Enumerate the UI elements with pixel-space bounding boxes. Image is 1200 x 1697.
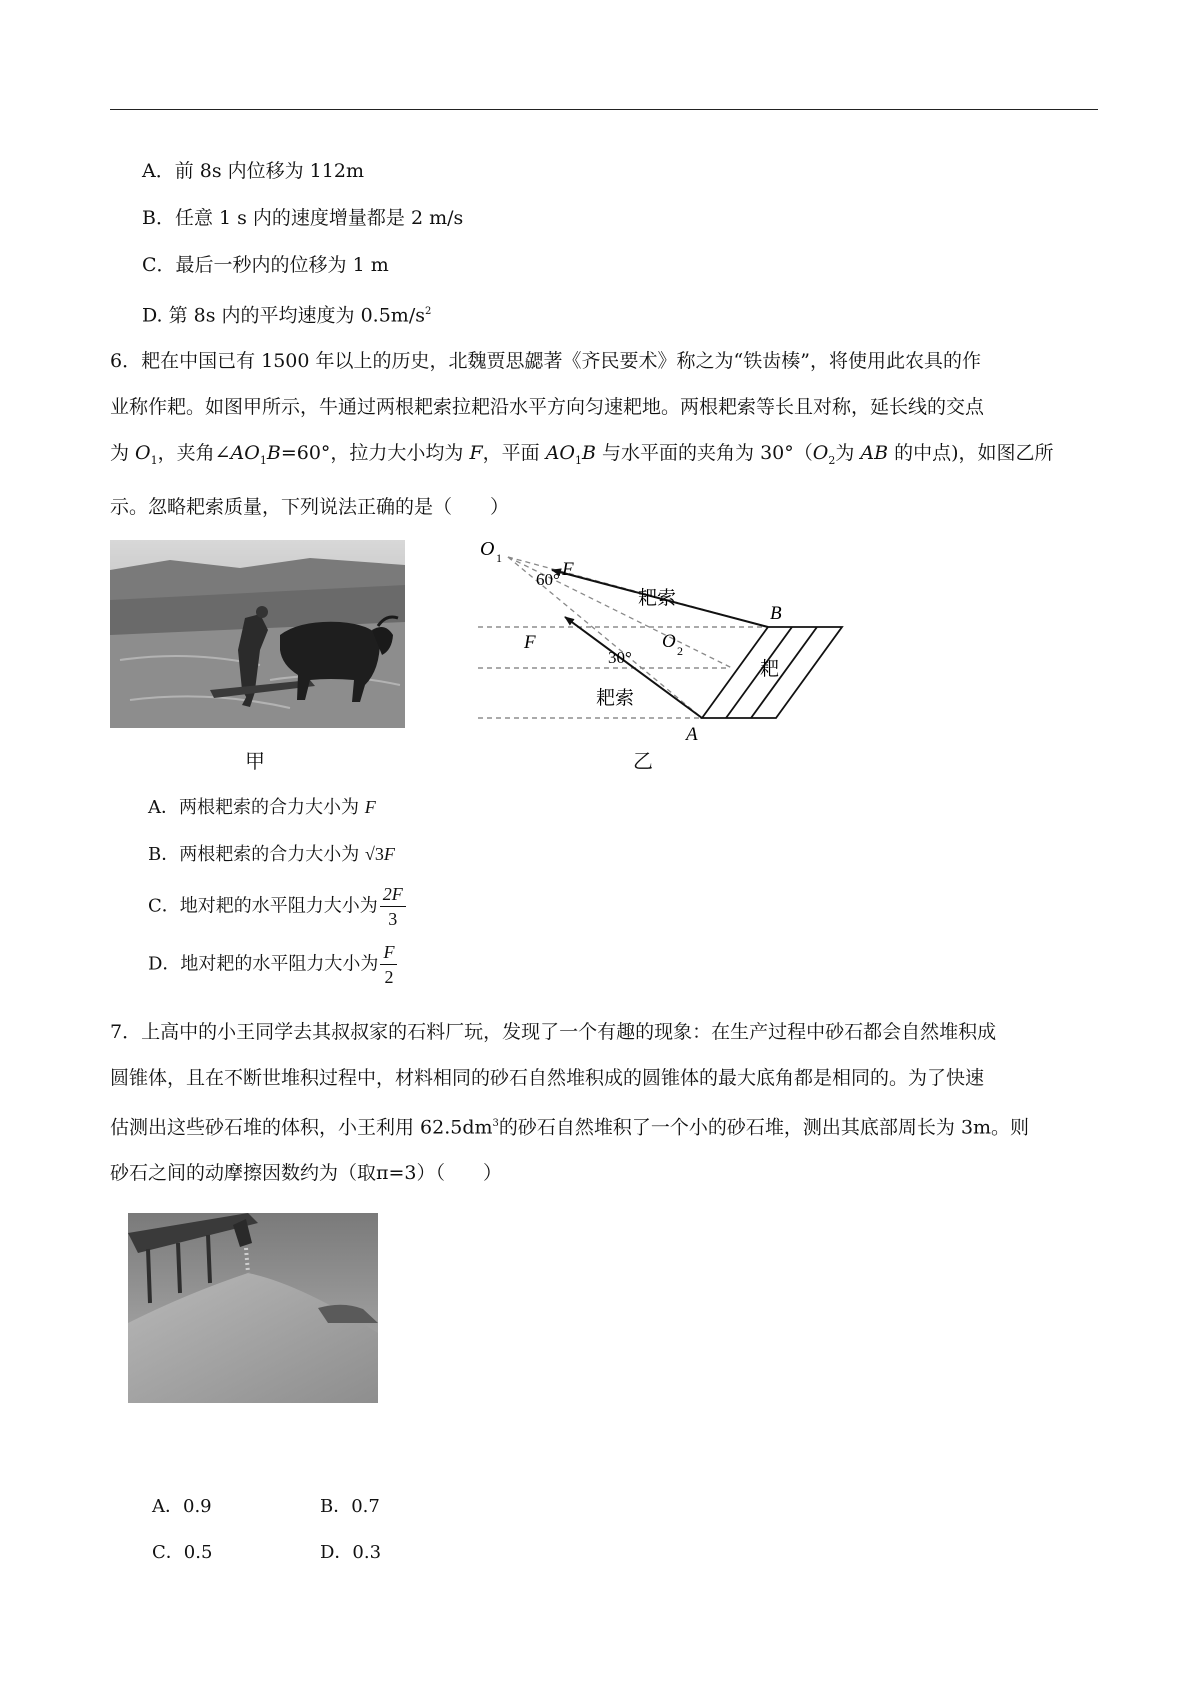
label-o1-sub: 1 xyxy=(496,551,502,565)
q7-line-4: 砂石之间的动摩擦因数约为（取π=3）（ ） xyxy=(110,1162,502,1185)
label-o2-sub: 2 xyxy=(677,644,683,658)
q6-l3-b-var: B xyxy=(266,442,281,464)
q6-option-c-text: C．地对耙的水平阻力大小为 xyxy=(148,895,378,917)
q6-l3-o1-sub: 1 xyxy=(150,453,158,467)
label-b: B xyxy=(770,603,782,624)
label-o1: O xyxy=(480,538,495,560)
label-rope-top: 耙索 xyxy=(638,588,677,609)
q7-l3-b: 的砂石自然堆积了一个小的砂石堆，测出其底部周长为 3m。则 xyxy=(498,1116,1030,1139)
q5-option-a: A．前 8s 内位移为 112m xyxy=(142,160,364,182)
label-a: A xyxy=(686,724,698,745)
q6-l3-f: F xyxy=(469,442,483,464)
q6-option-b-var: F xyxy=(383,844,395,864)
q7-l3-sup: 3 xyxy=(492,1118,499,1129)
q6-l3-o2-sub: 2 xyxy=(828,453,836,467)
ox-plowing-illustration xyxy=(110,540,405,728)
q6-option-b-text: B．两根耙索的合力大小为 xyxy=(148,844,365,865)
q7-line-1: 7．上高中的小王同学去其叔叔家的石料厂玩，发现了一个有趣的现象：在生产过程中砂石都会自然堆积成 xyxy=(110,1021,997,1043)
q6-l3-ao: AO xyxy=(230,442,260,464)
q6-option-b-root: √3 xyxy=(364,844,384,864)
header-rule xyxy=(110,109,1098,110)
q6-option-c-fraction xyxy=(380,882,406,931)
q6-l3-ao2-sub: 1 xyxy=(575,453,583,467)
q6-l3-a: 为 xyxy=(110,442,136,464)
q6-option-a-var: F xyxy=(364,797,376,817)
q6-l3-g: 的中点)，如图乙所 xyxy=(888,442,1054,464)
label-o2: O xyxy=(662,631,676,652)
q6-l3-c: =60°，拉力大小均为 xyxy=(280,442,470,464)
q5-option-c: C．最后一秒内的位移为 1 m xyxy=(142,254,389,276)
q6-line-2: 业称作耙。如图甲所示，牛通过两根耙索拉耙沿水平方向匀速耙地。两根耙索等长且对称，延长线的交点 xyxy=(110,396,985,418)
sand-pile-photo xyxy=(128,1213,378,1403)
q6-l3-o2: O xyxy=(812,442,829,464)
q6-l3-b2: B xyxy=(582,442,596,464)
q6-option-c-den: 3 xyxy=(388,909,398,929)
label-angle-60: 60° xyxy=(536,570,560,589)
q7-option-b: B．0.7 xyxy=(320,1496,380,1517)
label-rope-bottom: 耙索 xyxy=(596,688,635,709)
q6-line-3 xyxy=(110,430,1100,484)
force-diagram xyxy=(470,535,850,745)
caption-yi: 乙 xyxy=(633,749,653,773)
q6-option-b xyxy=(148,840,395,866)
q6-option-d xyxy=(148,940,397,989)
q7-line-3 xyxy=(110,1101,1100,1150)
q6-l3-ab: AB xyxy=(860,442,889,464)
q7-line-2: 圆锥体，且在不断世堆积过程中，材料相同的砂石自然堆积成的圆锥体的最大底角都是相同的。为了快速 xyxy=(110,1067,985,1089)
label-angle-30: 30° xyxy=(608,648,632,667)
q5-option-d-sup: 2 xyxy=(424,306,432,317)
sand-pile-illustration xyxy=(128,1213,378,1403)
q6-option-a xyxy=(148,793,376,819)
q6-option-d-num: F xyxy=(380,940,397,965)
q7-stem xyxy=(110,1009,1100,1196)
q5-option-d xyxy=(142,297,431,330)
q6-option-d-fraction xyxy=(380,940,397,989)
ox-plowing-photo xyxy=(110,540,405,728)
label-f-top: F xyxy=(562,559,574,580)
q6-stem xyxy=(110,338,1100,530)
q6-l3-b: ，夹角∠ xyxy=(157,442,231,464)
q6-option-c xyxy=(148,882,406,931)
q6-l3-ao2: AO xyxy=(545,442,576,464)
q6-option-a-text: A．两根耙索的合力大小为 xyxy=(148,797,365,818)
q6-option-c-num: 2F xyxy=(380,882,406,907)
q6-l3-o1: O xyxy=(135,442,151,464)
caption-jia: 甲 xyxy=(245,749,265,773)
q7-l3-a: 估测出这些砂石堆的体积，小王利用 62.5dm xyxy=(110,1116,493,1139)
label-harrow: 耙 xyxy=(760,659,780,680)
q6-l3-e: 与水平面的夹角为 30°（ xyxy=(595,442,813,464)
q6-option-d-den: 2 xyxy=(384,967,394,987)
q6-l3-f2: 为 xyxy=(835,442,861,464)
q5-option-d-text: D. 第 8s 内的平均速度为 0.5m/s xyxy=(142,304,425,327)
q7-option-a: A．0.9 xyxy=(152,1496,212,1517)
q6-line-4: 示。忽略耙索质量，下列说法正确的是（ ） xyxy=(110,495,510,518)
label-f-left: F xyxy=(524,632,536,653)
q7-option-d: D．0.3 xyxy=(320,1542,382,1563)
q6-l3-d: ，平面 xyxy=(482,442,546,464)
q7-option-c: C．0.5 xyxy=(152,1542,213,1563)
q5-option-b: B．任意 1 s 内的速度增量都是 2 m/s xyxy=(142,207,464,229)
q6-option-d-text: D．地对耙的水平阻力大小为 xyxy=(148,953,379,975)
q6-line-1: 6．耙在中国已有 1500 年以上的历史，北魏贾思勰著《齐民要术》称之为“铁齿楱”，将使用此农具的作 xyxy=(110,350,981,372)
q6-l3-ao-sub: 1 xyxy=(259,453,267,467)
